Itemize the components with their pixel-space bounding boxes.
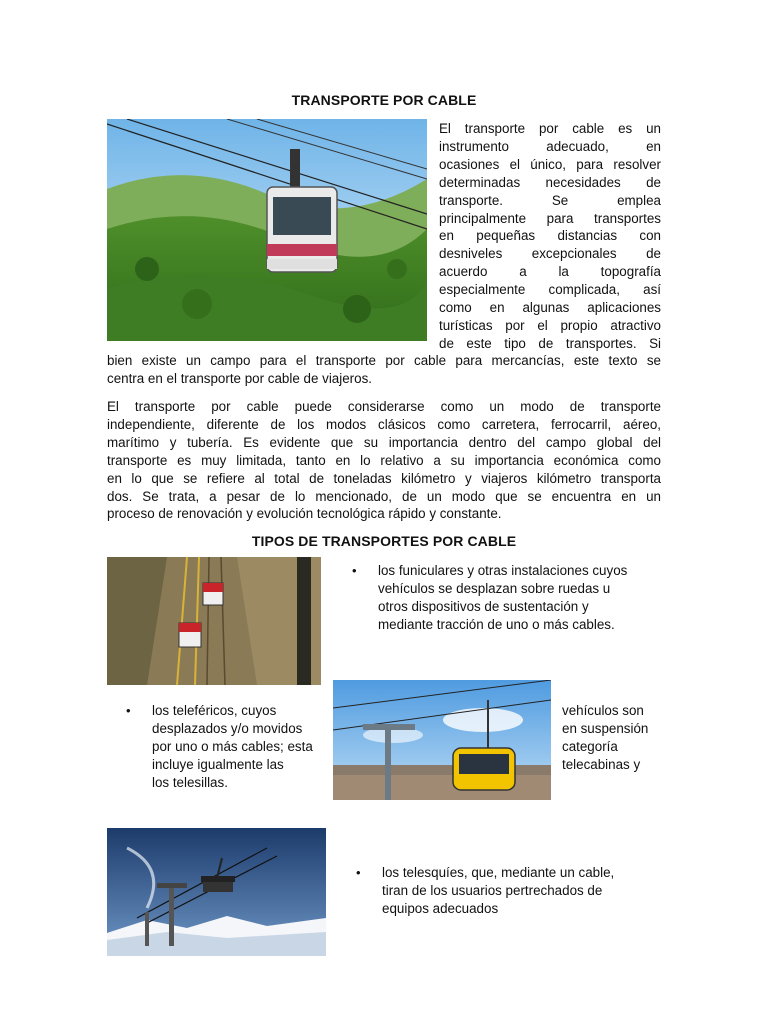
intro-continuation-line: centra en el transporte por cable de viajeros. [107,370,372,386]
intro-line: como en algunas aplicaciones [439,300,661,316]
intro-line: determinadas necesidades de [439,174,661,190]
bullet-line: mediante tracción de uno o más cables. [378,616,615,632]
intro-paragraph [439,120,661,353]
bullet-line: los telesillas. [152,774,228,790]
page-title: TRANSPORTE POR CABLE [291,92,477,108]
intro-continuation [107,352,661,388]
bullet-line: otros dispositivos de sustentación y [378,598,589,614]
gondola-photo [107,119,427,341]
paragraph-2-line: El transporte por cable puede considerarse como un modo de transporte [107,399,661,414]
intro-line: instrumento adecuado, en [439,138,661,154]
bullet-line: los telesquíes, que, mediante un cable, [382,865,615,880]
intro-line: principalmente para transportes [439,210,661,226]
bullet-line: equipos adecuados [382,900,499,916]
bullet-icon: • [352,563,357,578]
paragraph-2-line: independiente, diferente de los modos clásicos como carretera, ferrocarril, aéreo, [107,416,661,432]
paragraph-2-line: marítimo y tubería. Es evidente que su importancia dentro del campo global del [107,434,661,450]
bullet-telefericos-continued [562,702,672,774]
bullet-line: incluye igualmente las [152,756,284,772]
intro-line: en pequeñas distancias con [439,228,661,244]
section-title-types: TIPOS DE TRANSPORTES POR CABLE [251,533,517,549]
intro-line: transporte. Se emplea [439,192,661,208]
bullet-line: los teleféricos, cuyos [152,703,277,718]
bullet-line: desplazados y/o movidos [152,720,303,736]
intro-line: desniveles excepcionales de [439,246,661,262]
bullet-line: los funiculares y otras instalaciones cuyos [378,563,628,578]
bullet-line: por uno o más cables; esta [152,738,313,754]
cable-car-photo [333,680,551,800]
bullet-line: vehículos son [562,703,644,718]
bullet-icon: • [356,865,361,880]
bullet-line: categoría [562,738,618,754]
intro-line: acuerdo a la topografía [439,264,661,280]
intro-line: turísticas por el propio atractivo [439,317,661,333]
intro-line: El transporte por cable es un [439,121,661,136]
bullet-line: en suspensión [562,720,649,736]
intro-continuation-line: bien existe un campo para el transporte por cable para mercancías, este texto se [107,353,661,368]
paragraph-2-line: dos. Se trata, a pesar de lo mencionado, de un modo que se encuentra en un [107,488,661,504]
bullet-line: tiran de los usuarios pertrechados de [382,882,603,898]
paragraph-2-line: en lo que se refiere al total de toneladas kilómetro y viajeros kilómetro transporta [107,470,661,486]
paragraph-2-line: transporte es muy limitada, tanto en lo relativo a su importancia económica como [107,452,661,468]
paragraph-2-line: proceso de renovación y evolución tecnológica rápido y constante. [107,506,502,522]
intro-line: de este tipo de transportes. Si [439,335,661,351]
bullet-icon: • [126,703,131,718]
funicular-photo [107,557,321,685]
intro-line: ocasiones el único, para resolver [439,156,661,172]
bullet-line: telecabinas y [562,756,641,772]
chairlift-photo [107,828,326,956]
intro-line: especialmente complicada, así [439,282,661,298]
bullet-line: vehículos se desplazan sobre ruedas u [378,580,611,596]
paragraph-2 [107,398,661,523]
